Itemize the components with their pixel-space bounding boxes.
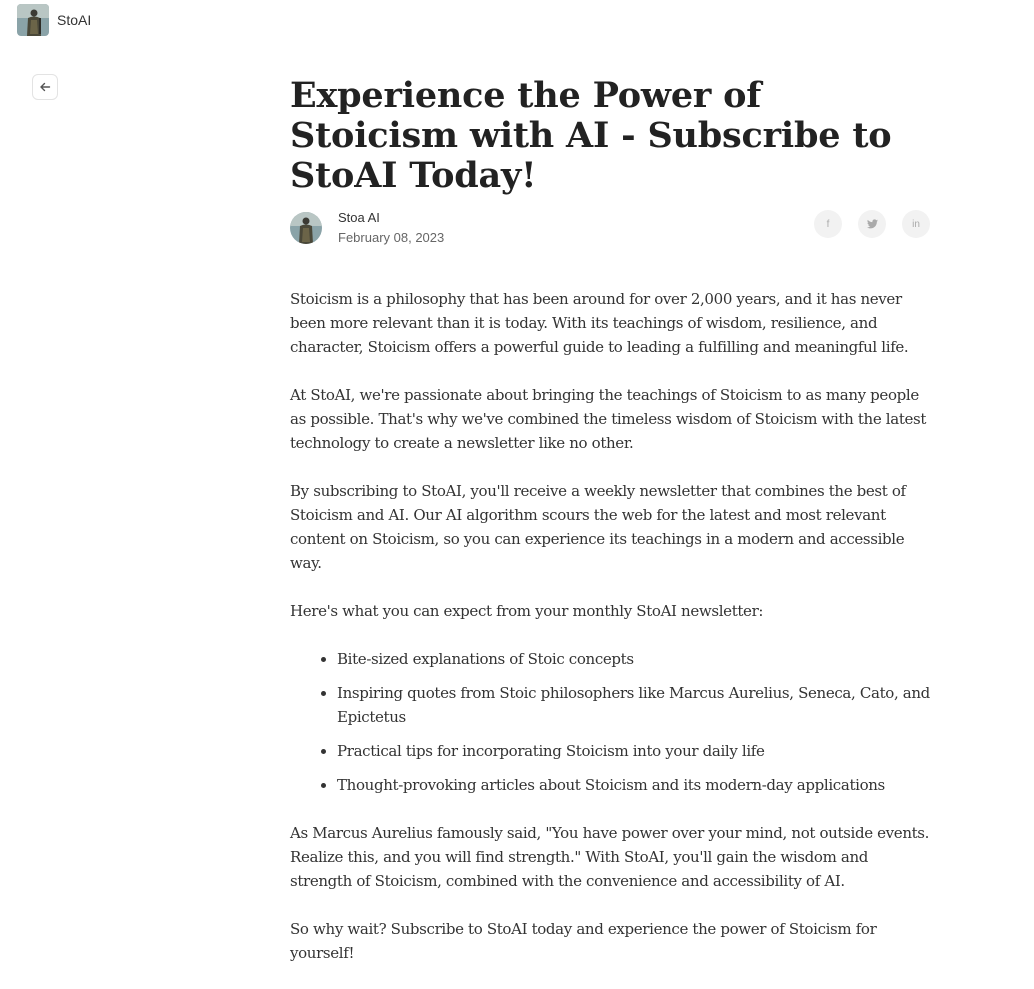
feature-list <box>290 647 930 797</box>
paragraph: So why wait? Subscribe to StoAI today and experience the power of Stoicism for yourself! <box>290 920 877 962</box>
top-bar <box>17 4 91 36</box>
facebook-share-button[interactable] <box>814 210 842 238</box>
list-item: • Bite-sized explanations of Stoic concepts <box>337 647 930 671</box>
paragraph: By subscribing to StoAI, you'll receive a weekly newsletter that combines the best of Stoicism and AI. Our AI algorithm scours the web for the latest and most relevant content on Stoicism, so you can experience its teachings in a modern and accessible way. <box>290 482 906 572</box>
back-button[interactable] <box>32 74 58 100</box>
article-title: Experience the Power of Stoicism with AI - Subscribe to StoAI Today! <box>290 75 892 196</box>
twitter-share-button[interactable] <box>858 210 886 238</box>
article-body <box>290 287 930 965</box>
brand-name[interactable]: StoAI <box>57 12 92 28</box>
article-meta <box>290 210 930 250</box>
paragraph: As Marcus Aurelius famously said, "You have power over your mind, not outside events. Realize this, and you will find strength." With StoAI, you'll gain the wisdom and strength of Stoicism, combined with the convenience and accessibility of AI. <box>290 824 930 890</box>
facebook-icon: f <box>826 218 830 230</box>
arrow-left-icon <box>39 81 51 93</box>
author-avatar[interactable] <box>290 212 322 244</box>
statue-icon <box>17 4 49 36</box>
statue-icon <box>290 212 322 244</box>
twitter-icon <box>867 219 878 229</box>
stoai-logo[interactable] <box>17 4 49 36</box>
linkedin-icon: in <box>912 218 920 230</box>
paragraph: At StoAI, we're passionate about bringing the teachings of Stoicism to as many people as possible. That's why we've combined the timeless wisdom of Stoicism with the latest technology to create a newsletter like no other. <box>290 386 927 452</box>
list-item: • Inspiring quotes from Stoic philosophers like Marcus Aurelius, Seneca, Cato, and Epictetus <box>337 681 930 729</box>
list-item: • Thought-provoking articles about Stoicism and its modern-day applications <box>337 773 930 797</box>
paragraph: Stoicism is a philosophy that has been around for over 2,000 years, and it has never been more relevant than it is today. With its teachings of wisdom, resilience, and character, Stoicism offers a powerful guide to leading a fulfilling and meaningful life. <box>290 290 909 356</box>
share-buttons <box>798 210 930 238</box>
author-name[interactable]: Stoa AI <box>338 210 380 225</box>
list-item: • Practical tips for incorporating Stoicism into your daily life <box>337 739 930 763</box>
linkedin-share-button[interactable] <box>902 210 930 238</box>
post-date: February 08, 2023 <box>338 230 445 245</box>
paragraph: Here's what you can expect from your monthly StoAI newsletter: <box>290 602 764 620</box>
article <box>290 76 930 989</box>
